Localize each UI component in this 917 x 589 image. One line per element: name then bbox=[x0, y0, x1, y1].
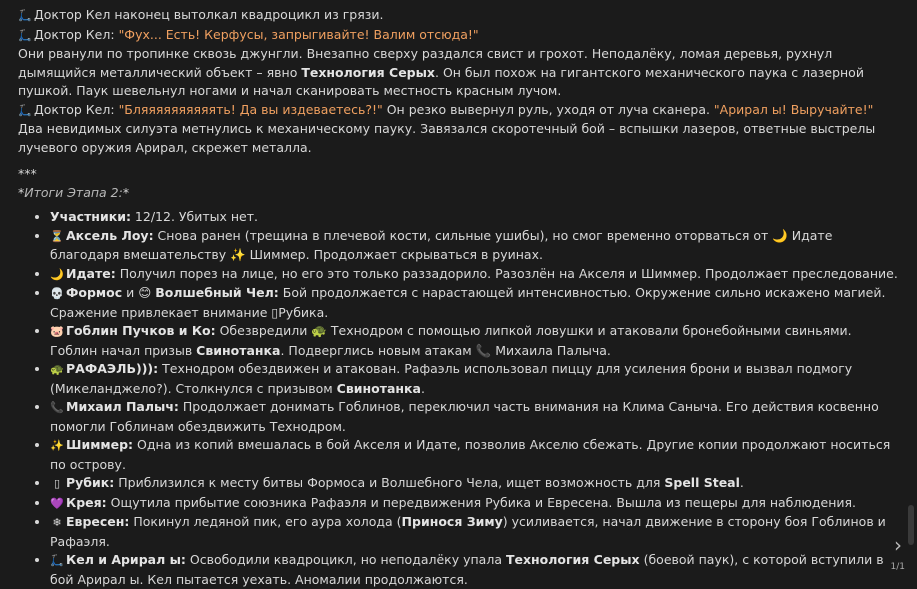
item-text: Приблизился к месту битвы Формоса и Волшебного Чела, ищет возможность для bbox=[114, 475, 665, 490]
item-text: Технодром обездвижен и атакован. Рафаэль использовал пиццу для усиления брони и вызвал подмогу (Микеланджело?). Столкнулся с призывом bbox=[50, 361, 853, 396]
item-icon: ⏳ bbox=[50, 229, 64, 243]
item-name: Рубик: bbox=[66, 475, 115, 490]
bold-text: Принося Зиму bbox=[401, 514, 503, 529]
item-name: Евресен: bbox=[66, 514, 130, 529]
item-name: Волшебный Чел: bbox=[155, 285, 279, 300]
item-text: Одна из копий вмешалась в бой Акселя и Идате, позволив Акселю сбежать. Другие копии продолжают носиться по острову. bbox=[50, 437, 891, 472]
summary-list bbox=[18, 208, 898, 589]
quote: "Бляяяяяяяяяять! Да вы издеваетесь?!" bbox=[118, 101, 383, 117]
summary-item bbox=[50, 227, 898, 265]
item-text: Ощутила прибытие союзника Рафаэля и передвижения Рубика и Евресена. Вышла из пещеры для наблюдения. bbox=[106, 494, 857, 510]
story-paragraph-1 bbox=[18, 45, 898, 101]
text: . Он был похож на гигантского механического паука с лазерной пушкой. Паук шевельнул ногами и начал сканировать местность красным лучом. bbox=[18, 64, 864, 98]
item-icon: 🛴 bbox=[50, 554, 64, 567]
quote: "Фух... Есть! Керфусы, запрыгивайте! Валим отсюда!" bbox=[118, 26, 479, 42]
summary-item bbox=[50, 265, 898, 285]
item-icon: 🐢 bbox=[50, 363, 64, 376]
item-name: Участники: bbox=[50, 209, 131, 224]
item-text: . bbox=[739, 475, 744, 490]
item-text: Получил порез на лице, но его это только раззадорило. Разозлён на Акселя и Шиммер. Продолжает преследование. bbox=[115, 265, 898, 281]
item-text: . bbox=[420, 380, 425, 396]
item-text: ) усиливается, начал движение в сторону боя Гоблинов и Рафаэля. bbox=[50, 514, 886, 549]
item-icon: 💜 bbox=[50, 496, 64, 510]
item-icon: 🌙 bbox=[50, 267, 64, 281]
item-icon: 💀 bbox=[50, 287, 64, 300]
item-name: Идате: bbox=[66, 265, 116, 281]
summary-item bbox=[50, 208, 898, 227]
chevron-right-icon[interactable]: › bbox=[894, 533, 902, 557]
bold-text: Spell Steal bbox=[664, 475, 740, 490]
item-text: Бой продолжается с нарастающей интенсивностью. Окружение сильно искажено магией. Сражение привлекает внимание ▯Рубика. bbox=[50, 285, 886, 320]
bold-text: Технология Серых bbox=[301, 64, 435, 80]
story-text: Доктор Кел наконец вытолкал квадроцикл из грязи. bbox=[34, 7, 384, 22]
text: Он резко вывернул руль, уходя от луча сканера. bbox=[382, 101, 714, 117]
item-icon: 📞 bbox=[50, 401, 64, 414]
item-icon: ▯ bbox=[53, 477, 61, 490]
item-icon: ❄ bbox=[52, 516, 62, 529]
quad-bike-icon: 🛴 bbox=[18, 103, 32, 117]
item-text: Освободили квадроцикл, но неподалёку упала bbox=[185, 552, 506, 567]
bold-text: Свинотанка bbox=[196, 342, 281, 358]
item-name: Крея: bbox=[66, 494, 107, 510]
summary-item bbox=[50, 474, 898, 494]
summary-title: *Итоги Этапа 2:* bbox=[18, 184, 130, 200]
text: и 😊 bbox=[122, 285, 156, 300]
story-line-1 bbox=[18, 6, 898, 26]
story-line-2 bbox=[18, 26, 898, 46]
item-name: Аксель Лоу: bbox=[66, 227, 154, 243]
quad-bike-icon: 🛴 bbox=[18, 9, 32, 22]
item-text: 12/12. Убитых нет. bbox=[130, 209, 258, 224]
item-name: Шиммер: bbox=[66, 437, 134, 452]
summary-item bbox=[50, 398, 898, 436]
item-name: Кел и Арирал ы: bbox=[66, 552, 186, 567]
summary-item bbox=[50, 551, 898, 589]
message-content bbox=[18, 6, 898, 589]
summary-item bbox=[50, 322, 898, 360]
summary-item bbox=[50, 494, 898, 514]
speaker: Доктор Кел: bbox=[34, 101, 115, 117]
scrollbar[interactable] bbox=[908, 505, 914, 545]
bold-text: Технология Серых bbox=[505, 552, 640, 567]
text: Они рванули по тропинке сквозь джунгли. Внезапно сверху раздался свист и грохот. Неподалёку, ломая деревья, рухнул дымящийся металлический объект – явно bbox=[18, 46, 833, 80]
quad-bike-icon: 🛴 bbox=[18, 28, 32, 42]
item-text: Снова ранен (трещина в плечевой кости, сильные ушибы), но смог временно оторваться от 🌙 Идате благодаря вмешательству ✨ Шиммер. Продолжает скрываться в руинах. bbox=[50, 227, 833, 262]
item-name: Формос bbox=[66, 285, 123, 300]
separator: *** bbox=[18, 166, 37, 181]
summary-item bbox=[50, 284, 898, 322]
item-icon: 🐷 bbox=[50, 325, 64, 338]
item-name: РАФАЭЛЬ))): bbox=[66, 361, 159, 376]
item-text: Продолжает донимать Гоблинов, переключил часть внимания на Клима Саныча. Его действия косвенно помогли Гоблинам обездвижить Технодром. bbox=[50, 399, 879, 434]
page-counter: 1/1 bbox=[890, 562, 905, 572]
summary-item bbox=[50, 513, 898, 551]
item-name: Михаил Палыч: bbox=[66, 399, 179, 414]
summary-item bbox=[50, 436, 898, 474]
item-text: Обезвредили 🐢 Технодром с помощью липкой ловушки и атаковали бронебойными свиньями. Гоблин начал призыв bbox=[50, 323, 852, 358]
item-name: Гоблин Пучков и Ко: bbox=[66, 323, 216, 338]
item-text: Покинул ледяной пик, его аура холода ( bbox=[129, 514, 402, 529]
item-icon: ✨ bbox=[50, 439, 64, 452]
item-text: (боевой паук), с которой вступили в бой Арирал ы. Кел пытается уехать. Аномалии продолжаются. bbox=[50, 552, 884, 587]
speaker: Доктор Кел: bbox=[34, 26, 115, 42]
story-line-3 bbox=[18, 101, 898, 121]
spacer bbox=[18, 157, 898, 165]
story-paragraph-2: Два невидимых силуэта метнулись к механическому пауку. Завязался скоротечный бой – вспышки лазеров, ответные выстрелы лучевого оружия Арирал, скрежет металла. bbox=[18, 121, 876, 155]
summary-title-text: Итоги Этапа 2: bbox=[24, 184, 123, 200]
bold-text: Свинотанка bbox=[336, 380, 421, 396]
item-text: . Подверглись новым атакам 📞 Михаила Палыча. bbox=[280, 342, 611, 358]
quote: "Арирал ы! Выручайте!" bbox=[713, 101, 874, 117]
summary-item bbox=[50, 360, 898, 398]
